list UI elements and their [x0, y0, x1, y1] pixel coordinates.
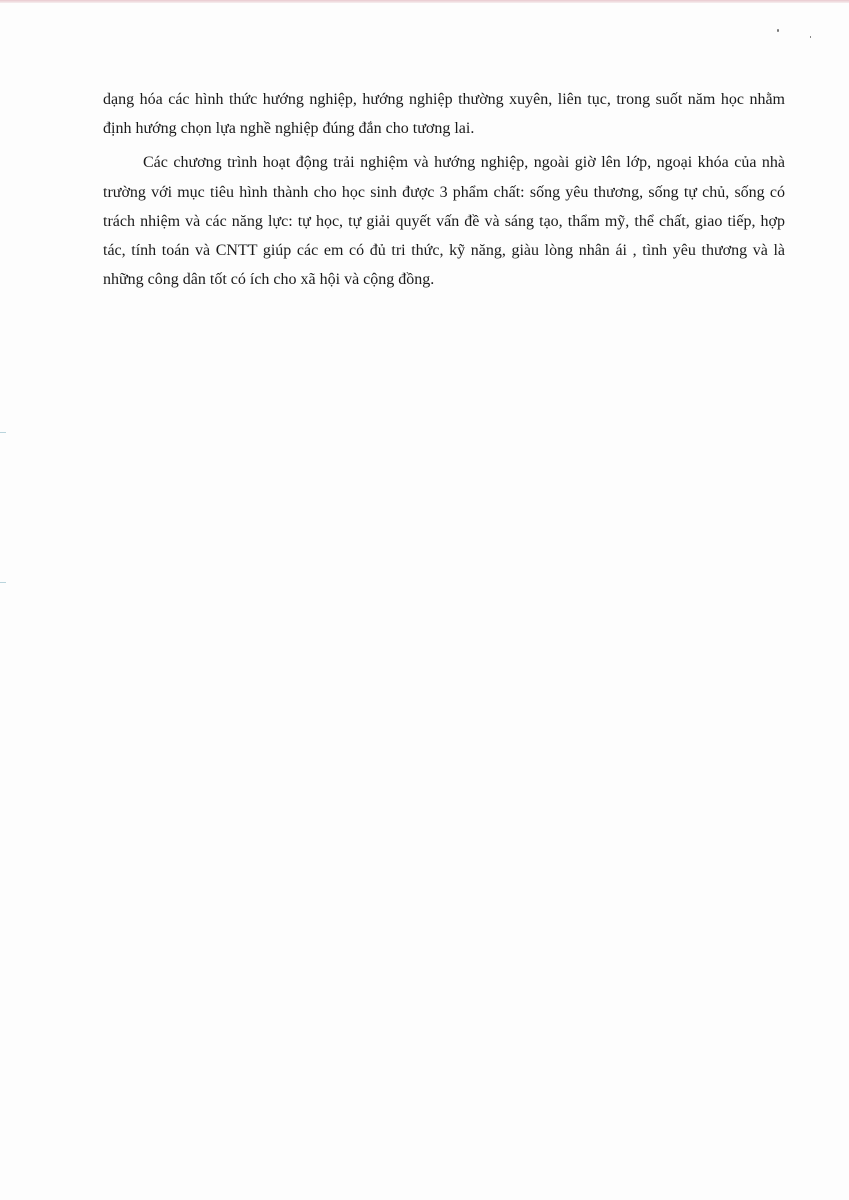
- paragraph-continuation: dạng hóa các hình thức hướng nghiệp, hướng nghiệp thường xuyên, liên tục, trong suốt năm học nhằm định hướng chọn lựa nghề nghiệp đúng đắn cho tương lai.: [103, 91, 785, 138]
- scan-margin-mark: [0, 432, 6, 433]
- scan-speck: [810, 36, 811, 38]
- document-body: [103, 85, 785, 299]
- page-top-edge: [0, 0, 849, 3]
- paragraph-activities: Các chương trình hoạt động trải nghiệm và hướng nghiệp, ngoài giờ lên lớp, ngoại khóa của nhà trường với mục tiêu hình thành cho học sinh được 3 phẩm chất: sống yêu thương, sống tự chủ, sống có trách nhiệm và các năng lực: tự học, tự giải quyết vấn đề và sáng tạo, thẩm mỹ, thể chất, giao tiếp, hợp tác, tính toán và CNTT giúp các em có đủ tri thức, kỹ năng, giàu lòng nhân ái , tình yêu thương và là những công dân tốt có ích cho xã hội và cộng đồng.: [103, 154, 785, 289]
- scan-speck: [777, 29, 779, 32]
- scan-margin-mark: [0, 582, 6, 583]
